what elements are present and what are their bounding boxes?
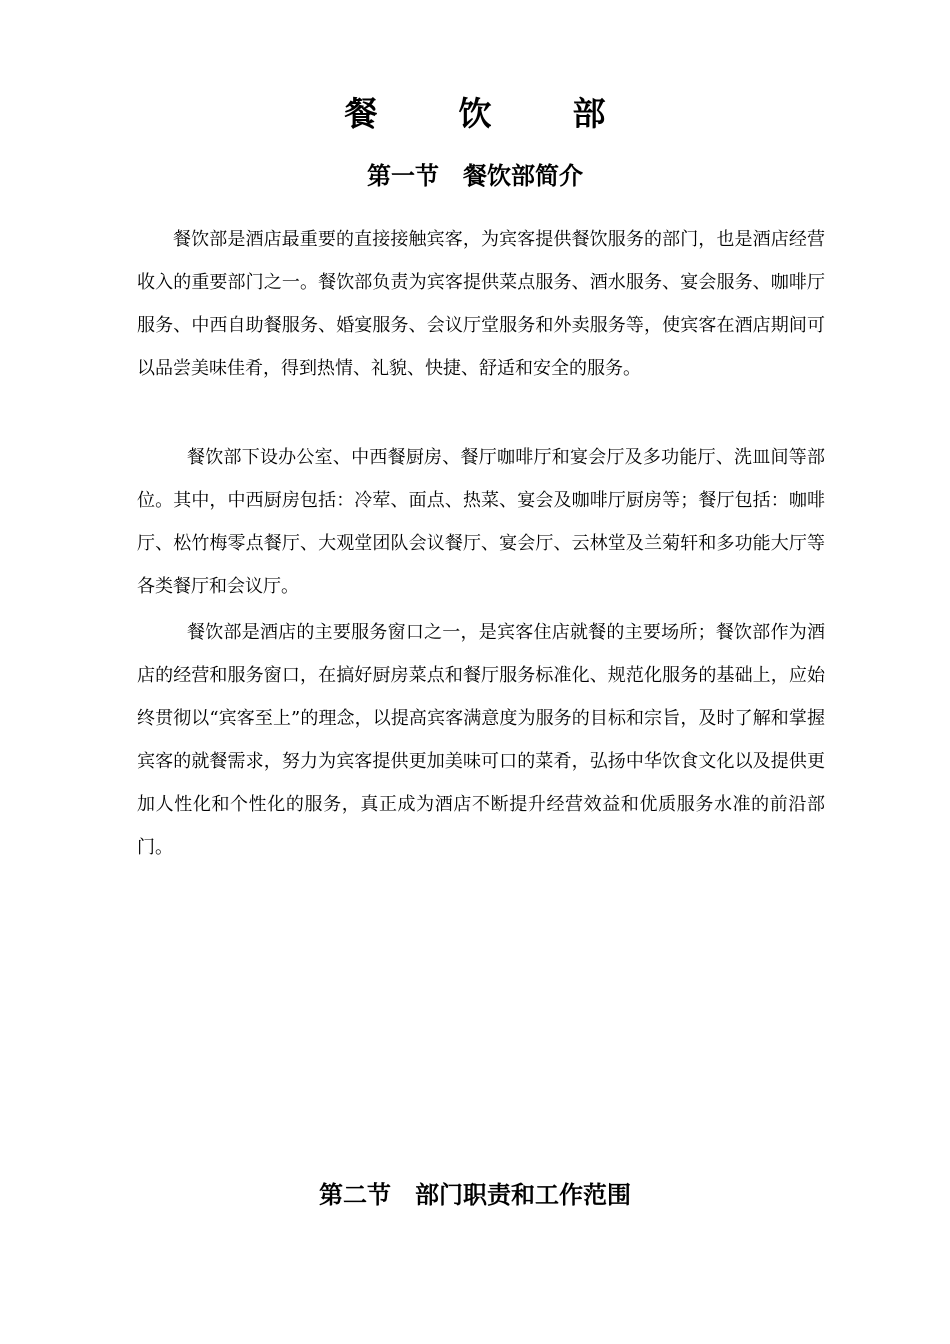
section-1-paragraph-1: 餐饮部是酒店最重要的直接接触宾客，为宾客提供餐饮服务的部门，也是酒店经营收入的重要部门之一。餐饮部负责为宾客提供菜点服务、酒水服务、宴会服务、咖啡厅服务、中西自助餐服务、婚宴服务、会议厅堂服务和外卖服务等，使宾客在酒店期间可以品尝美味佳肴，得到热情、礼貌、快捷、舒适和安全的服务。	[137, 229, 825, 379]
section-1-paragraph-3: 餐饮部是酒店的主要服务窗口之一，是宾客住店就餐的主要场所；餐饮部作为酒店的经营和服务窗口，在搞好厨房菜点和餐厅服务标准化、规范化服务的基础上，应始终贯彻以“宾客至上”的理念，以提高宾客满意度为服务的目标和宗旨，及时了解和掌握宾客的就餐需求，努力为宾客提供更加美味可口的菜肴，弘扬中华饮食文化以及提供更加人性化和个性化的服务，真正成为酒店不断提升经营效益和优质服务水准的前沿部门。	[137, 622, 825, 858]
section-2-heading: 第二节 部门职责和工作范围	[319, 1180, 631, 1209]
document-title: 餐 饮 部	[344, 94, 630, 133]
section-1-paragraph-2: 餐饮部下设办公室、中西餐厨房、餐厅咖啡厅和宴会厅及多功能厅、洗皿间等部位。其中，中西厨房包括：冷荤、面点、热菜、宴会及咖啡厅厨房等；餐厅包括：咖啡厅、松竹梅零点餐厅、大观堂团队会议餐厅、宴会厅、云林堂及兰菊轩和多功能大厅等各类餐厅和会议厅。	[137, 447, 825, 597]
section-1-heading: 第一节 餐饮部简介	[367, 161, 583, 190]
